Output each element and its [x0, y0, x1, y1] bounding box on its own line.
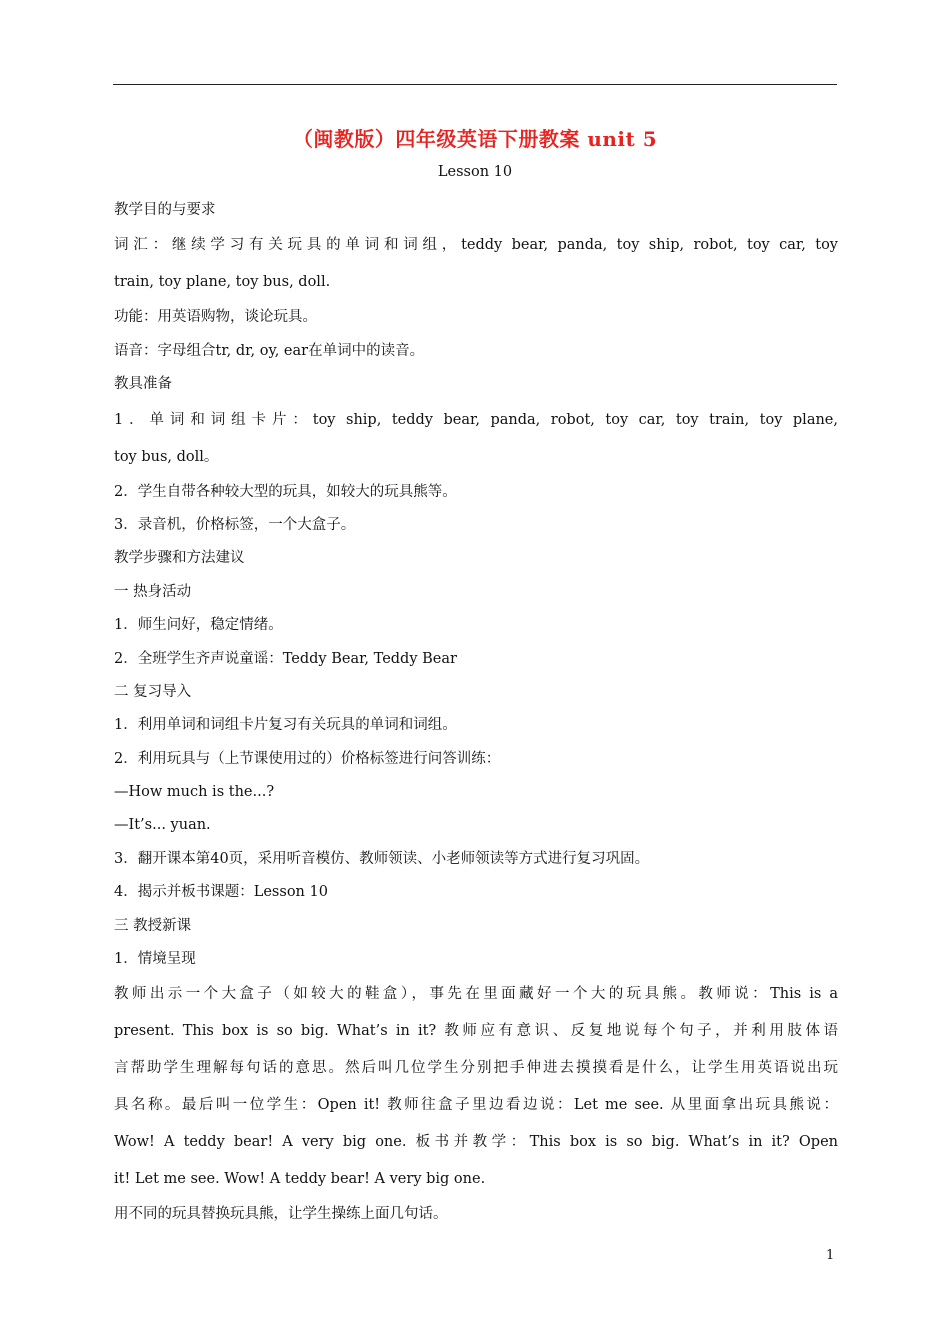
- list-item: 1．单词和词组卡片：toy ship, teddy bear, panda, robot, toy car, toy train, toy plane,: [114, 411, 838, 428]
- paragraph-line: train, toy plane, toy bus, doll.: [114, 274, 331, 291]
- list-item: 1．师生问好，稳定情绪。: [114, 617, 283, 634]
- paragraph-line: present. This box is so big. What’s in it? 教师应有意识、反复地说每个句子，并利用肢体语: [114, 1023, 838, 1040]
- header-rule: [113, 84, 837, 85]
- page-number: 1: [826, 1248, 835, 1263]
- paragraph-line: 语音：字母组合tr, dr, oy, ear在单词中的读音。: [114, 342, 425, 359]
- list-item-continued: toy bus, doll。: [114, 448, 219, 465]
- paragraph-line: 用不同的玩具替换玩具熊，让学生操练上面几句话。: [114, 1206, 448, 1223]
- document-title: （闽教版）四年级英语下册教案 unit 5: [292, 127, 658, 151]
- paragraph-line: Wow! A teddy bear! A very big one. 板书并教学：This box is so big. What’s in it? Open: [114, 1134, 838, 1151]
- list-item: 1．情境呈现: [114, 951, 196, 968]
- section-heading: 教学步骤和方法建议: [114, 550, 245, 567]
- paragraph-line: it! Let me see. Wow! A teddy bear! A very big one.: [114, 1171, 486, 1188]
- list-item: 2．利用玩具与（上节课使用过的）价格标签进行问答训练：: [114, 750, 501, 767]
- paragraph-line: 具名称。最后叫一位学生：Open it! 教师往盒子里边看边说：Let me see. 从里面拿出玩具熊说：: [114, 1097, 838, 1114]
- lesson-subtitle: Lesson 10: [437, 164, 513, 180]
- subsection-heading: 二 复习导入: [114, 683, 192, 700]
- paragraph-line: 词汇：继续学习有关玩具的单词和词组，teddy bear, panda, toy ship, robot, toy car, toy: [114, 237, 838, 254]
- dialogue-line: —How much is the...?: [114, 784, 275, 801]
- subsection-heading: 三 教授新课: [114, 917, 192, 934]
- paragraph-line: 功能：用英语购物，谈论玩具。: [114, 309, 317, 326]
- subsection-heading: 一 热身活动: [114, 583, 192, 600]
- document-body: [114, 194, 838, 1232]
- section-heading: 教学目的与要求: [114, 202, 216, 218]
- list-item: 2．全班学生齐声说童谣：Teddy Bear, Teddy Bear: [114, 650, 457, 667]
- dialogue-line: —It’s... yuan.: [114, 817, 211, 834]
- section-heading: 教具准备: [114, 376, 172, 393]
- list-item: 1．利用单词和词组卡片复习有关玩具的单词和词组。: [114, 717, 457, 734]
- paragraph-line: 言帮助学生理解每句话的意思。然后叫几位学生分别把手伸进去摸摸看是什么，让学生用英语说出玩: [114, 1060, 838, 1077]
- list-item: 4．揭示并板书课题：Lesson 10: [114, 884, 328, 901]
- list-item: 3．录音机，价格标签，一个大盒子。: [114, 516, 356, 533]
- list-item: 3．翻开课本第40页，采用听音模仿、教师领读、小老师领读等方式进行复习巩固。: [114, 850, 650, 867]
- paragraph-line: 教师出示一个大盒子（如较大的鞋盒），事先在里面藏好一个大的玩具熊。教师说：This is a: [114, 986, 838, 1003]
- list-item: 2．学生自带各种较大型的玩具，如较大的玩具熊等。: [114, 483, 457, 500]
